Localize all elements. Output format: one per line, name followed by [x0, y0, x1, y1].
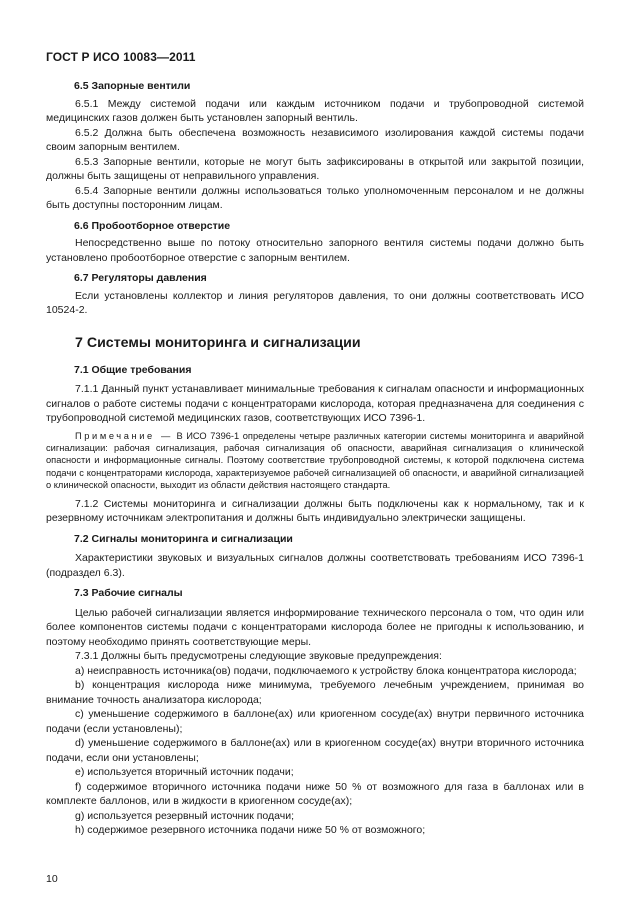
section-7-heading: 7 Системы мониторинга и сигнализации	[75, 334, 361, 351]
section-6-6-heading: 6.6 Пробоотборное отверстие	[74, 219, 231, 232]
section-7-2-heading: 7.2 Сигналы мониторинга и сигнализации	[74, 532, 293, 545]
list-item: g) используется резервный источник подачи;	[75, 809, 294, 822]
list-item: b) концентрация кислорода ниже минимума, требуемого лечебным учреждением, принимая во внимание точность анализатора кислорода;	[46, 679, 584, 706]
note	[46, 430, 584, 492]
paragraph: 6.5.4 Запорные вентили должны использоваться только уполномоченным персоналом и не должны быть доступны посторонним лицам.	[46, 184, 584, 211]
paragraph: Непосредственно выше по потоку относительно запорного вентиля системы подачи должно быть установлено пробоотборное отверстие с запорным вентилем.	[46, 237, 584, 264]
document-header: ГОСТ Р ИСО 10083—2011	[46, 50, 196, 64]
note-label: Примечание —	[75, 430, 173, 441]
page-number: 10	[46, 873, 58, 885]
list-item: a) неисправность источника(ов) подачи, подключаемого к устройству блока концентратора кислорода;	[75, 664, 577, 677]
list-item: h) содержимое резервного источника подачи ниже 50 % от возможного;	[75, 824, 426, 837]
section-7-1-heading: 7.1 Общие требования	[74, 363, 192, 376]
section-7-3-heading: 7.3 Рабочие сигналы	[74, 587, 183, 600]
document-body	[46, 79, 584, 838]
paragraph: 6.5.3 Запорные вентили, которые не могут быть зафиксированы в открытой или закрытой позиции, должны быть защищены от неправильного управления.	[46, 155, 584, 182]
section-6-5-heading: 6.5 Запорные вентили	[74, 80, 191, 92]
paragraph: Если установлены коллектор и линия регуляторов давления, то они должны соответствовать ИСО 10524-2.	[46, 289, 584, 316]
paragraph: 6.5.2 Должна быть обеспечена возможность независимого изолирования каждой системы подачи своим запорным вентилем.	[46, 126, 584, 153]
paragraph: 7.1.2 Системы мониторинга и сигнализации должны быть подключены как к нормальному, так и к резервному источникам электропитания и должны быть индивидуально электрически защищены.	[46, 497, 584, 525]
paragraph: 7.1.1 Данный пункт устанавливает минимальные требования к сигналам опасности и информационных сигналов о работе системы подачи с концентраторами кислорода, которая предназначена для соединения с трубопроводной системой медицинских газов, соответствующих ИСО 7396-1.	[46, 383, 584, 424]
paragraph: Целью рабочей сигнализации является информирование технического персонала о том, что один или более компонентов системы подачи с концентраторами кислорода более не пригодны к использованию, и поэтому необходимо принять соответствующие меры.	[46, 606, 584, 648]
paragraph: Характеристики звуковых и визуальных сигналов должны соответствовать требованиям ИСО 7396-1 (подраздел 6.3).	[46, 552, 584, 579]
paragraph: 6.5.1 Между системой подачи или каждым источником подачи и трубопроводной системой медицинских газов должен быть установлен запорный вентиль.	[46, 97, 584, 124]
section-6-7-heading: 6.7 Регуляторы давления	[74, 272, 207, 284]
list-item: e) используется вторичный источник подачи;	[75, 766, 294, 779]
list-item: d) уменьшение содержимого в баллоне(ах) или в криогенном сосуде(ах) внутри вторичного источника подачи, если они установлены;	[46, 737, 584, 764]
list-item: f) содержимое вторичного источника подачи ниже 50 % от возможного для газа в баллонах или в комплекте баллонов, или в жидкости в криогенном сосуде(ах);	[46, 780, 584, 808]
note-text: В ИСО 7396-1 определены четыре различных категории системы мониторинга и аварийной сигнализации: рабочая сигнализация, рабочая сигнализация об опасности, аварийная сигнализация о клинической опасности и информационные сигналы. Поэтому соответствие трубопроводной системы, к которой подключена система подачи с концентраторами кислорода, характеризуемое рабочей сигнализацией об опасности, и аварийной сигнализацией о клинической опасности, выходит из области действия настоящего стандарта.	[46, 430, 584, 491]
list-item: c) уменьшение содержимого в баллоне(ах) или криогенном сосуде(ах) внутри первичного источника подачи (если установлены);	[46, 708, 584, 735]
paragraph: 7.3.1 Должны быть предусмотрены следующие звуковые предупреждения:	[75, 650, 442, 663]
